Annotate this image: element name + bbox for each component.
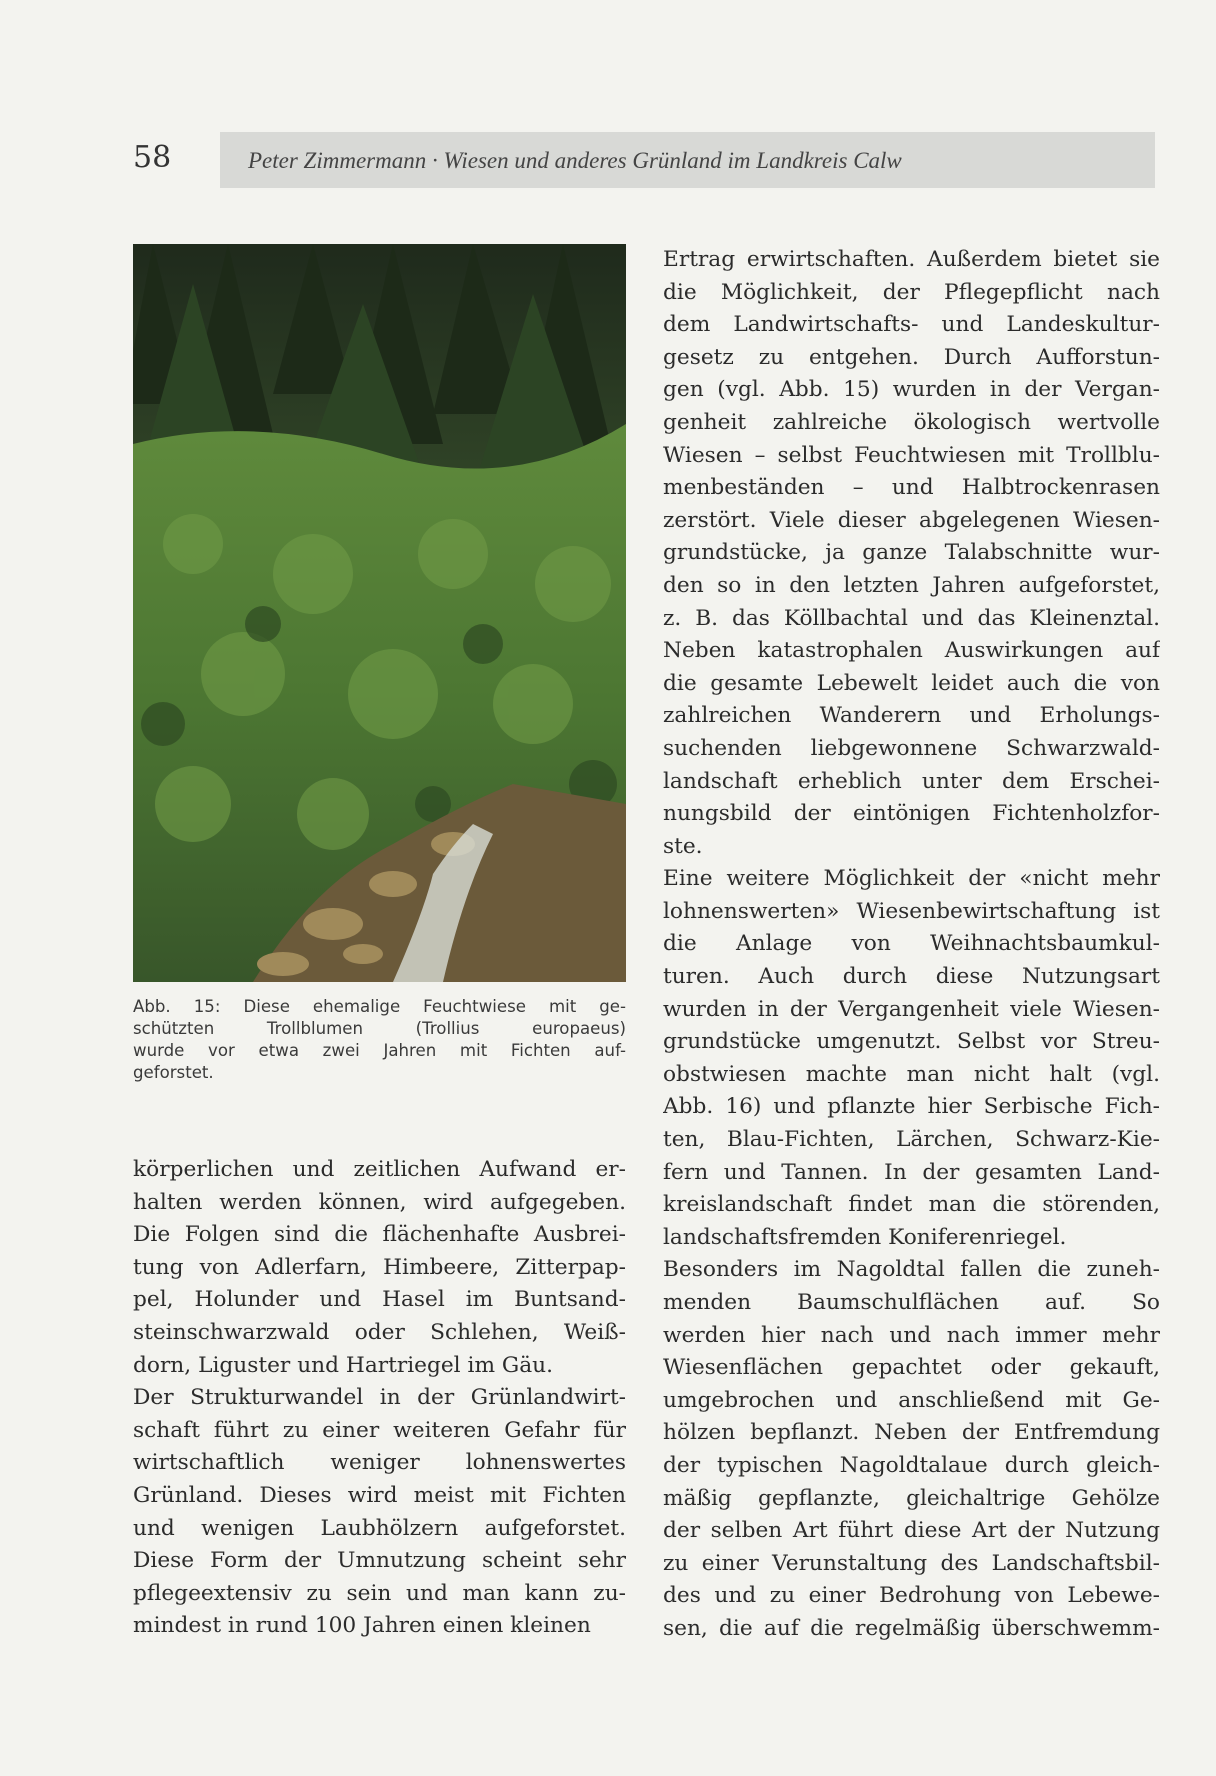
text-line: körperlichen und zeitlichen Aufwand er- — [133, 1157, 626, 1182]
running-header — [220, 132, 1155, 188]
text-line: dorn, Liguster und Hartriegel im Gäu. — [133, 1352, 554, 1378]
text-line: schaft führt zu einer weiteren Gefahr für — [133, 1417, 626, 1443]
text-line: Ertrag erwirtschaften. Außerdem bietet sie — [663, 247, 1160, 272]
text-line: grundstücke umgenutzt. Selbst vor Streu- — [663, 1029, 1160, 1055]
text-line: pel, Holunder und Hasel im Buntsand- — [133, 1287, 626, 1313]
text-line: landschaft erheblich unter dem Erschei- — [663, 768, 1160, 794]
caption-line: schützten Trollblumen (Trollius europaeus) — [133, 1019, 626, 1038]
text-line: dem Landwirtschafts- und Landeskultur- — [663, 312, 1160, 338]
figure-caption — [133, 996, 626, 1084]
text-line: umgebrochen und anschließend mit Ge- — [663, 1387, 1160, 1413]
text-line: wirtschaftlich weniger lohnenswertes — [133, 1450, 626, 1476]
text-line: Besonders im Nagoldtal fallen die zuneh- — [663, 1257, 1160, 1283]
text-line: die Möglichkeit, der Pflegepflicht nach — [663, 279, 1160, 305]
figure-photo-reforested-meadow — [133, 244, 626, 982]
text-line: Wiesen – selbst Feuchtwiesen mit Trollblu- — [663, 442, 1160, 468]
text-line: grundstücke, ja ganze Talabschnitte wur- — [663, 540, 1160, 566]
left-column-text — [133, 1154, 626, 1643]
text-line: gen (vgl. Abb. 15) wurden in der Vergan- — [663, 377, 1160, 403]
text-line: zahlreichen Wanderern und Erholungs- — [663, 703, 1160, 729]
text-line: wurden in der Vergangenheit viele Wiesen- — [663, 996, 1160, 1022]
text-line: Abb. 16) und pflanzte hier Serbische Fich- — [663, 1094, 1160, 1120]
text-line: Die Folgen sind die flächenhafte Ausbrei- — [133, 1222, 626, 1248]
text-line: menbeständen – und Halbtrockenrasen — [663, 475, 1160, 501]
text-line: gesetz zu entgehen. Durch Aufforstun- — [663, 344, 1160, 370]
text-line: der typischen Nagoldtalaue durch gleich- — [663, 1452, 1160, 1478]
text-line: z. B. das Köllbachtal und das Kleinenztal. — [663, 605, 1160, 631]
text-line: werden hier nach und nach immer mehr — [663, 1322, 1160, 1348]
text-line: den so in den letzten Jahren aufgeforstet, — [663, 572, 1160, 598]
text-line: kreislandschaft findet man die störenden, — [663, 1192, 1160, 1218]
caption-line: Abb. 15: Diese ehemalige Feuchtwiese mit ge- — [133, 997, 626, 1016]
text-line: sen, die auf die regelmäßig überschwemm- — [663, 1615, 1160, 1641]
text-line: des und zu einer Bedrohung von Lebewe- — [663, 1583, 1160, 1609]
text-line: lohnenswerten» Wiesenbewirtschaftung ist — [663, 898, 1160, 924]
text-line: der selben Art führt diese Art der Nutzung — [663, 1518, 1160, 1544]
caption-line: geforstet. — [133, 1063, 214, 1082]
text-line: hölzen bepflanzt. Neben der Entfremdung — [663, 1420, 1160, 1446]
text-line: halten werden können, wird aufgegeben. — [133, 1189, 626, 1215]
text-line: landschaftsfremden Koniferenriegel. — [663, 1224, 1067, 1250]
text-line: Grünland. Dieses wird meist mit Fichten — [133, 1482, 626, 1508]
text-line: menden Baumschulflächen auf. So — [663, 1290, 1160, 1315]
text-line: genheit zahlreiche ökologisch wertvolle — [663, 409, 1160, 435]
running-title: Peter Zimmermann · Wiesen und anderes Grünland im Landkreis Calw — [248, 148, 902, 173]
text-line: tung von Adlerfarn, Himbeere, Zitterpap- — [133, 1254, 626, 1280]
text-line: pflegeextensiv zu sein und man kann zu- — [133, 1580, 626, 1606]
text-line: Neben katastrophalen Auswirkungen auf — [663, 638, 1160, 664]
text-line: ten, Blau-Fichten, Lärchen, Schwarz-Kie- — [663, 1127, 1160, 1153]
text-line: Diese Form der Umnutzung scheint sehr — [133, 1548, 626, 1574]
forest-meadow-photo — [133, 244, 626, 982]
text-line: mindest in rund 100 Jahren einen kleinen — [133, 1613, 591, 1639]
text-line: die gesamte Lebewelt leidet auch die von — [663, 670, 1160, 696]
text-line: obstwiesen machte man nicht halt (vgl. — [663, 1061, 1160, 1087]
page-number: 58 — [133, 140, 172, 175]
text-line: fern und Tannen. In der gesamten Land- — [663, 1159, 1160, 1185]
text-line: ste. — [663, 833, 703, 859]
text-line: Der Strukturwandel in der Grünlandwirt- — [133, 1385, 626, 1411]
text-line: die Anlage von Weihnachtsbaumkul- — [663, 931, 1160, 957]
text-line: turen. Auch durch diese Nutzungsart — [663, 964, 1160, 990]
text-line: und wenigen Laubhölzern aufgeforstet. — [133, 1515, 626, 1541]
text-line: suchenden liebgewonnene Schwarzwald- — [663, 735, 1160, 761]
text-line: nungsbild der eintönigen Fichtenholzfor- — [663, 801, 1160, 827]
text-line: zu einer Verunstaltung des Landschaftsbil- — [663, 1550, 1160, 1576]
text-line: mäßig gepflanzte, gleichaltrige Gehölze — [663, 1485, 1160, 1511]
right-column-text — [663, 244, 1160, 1646]
text-line: Eine weitere Möglichkeit der «nicht mehr — [663, 866, 1160, 892]
text-line: zerstört. Viele dieser abgelegenen Wiesen- — [663, 507, 1160, 533]
text-line: steinschwarzwald oder Schlehen, Weiß- — [133, 1319, 626, 1345]
caption-line: wurde vor etwa zwei Jahren mit Fichten auf- — [133, 1041, 626, 1060]
text-line: Wiesenflächen gepachtet oder gekauft, — [663, 1355, 1160, 1381]
